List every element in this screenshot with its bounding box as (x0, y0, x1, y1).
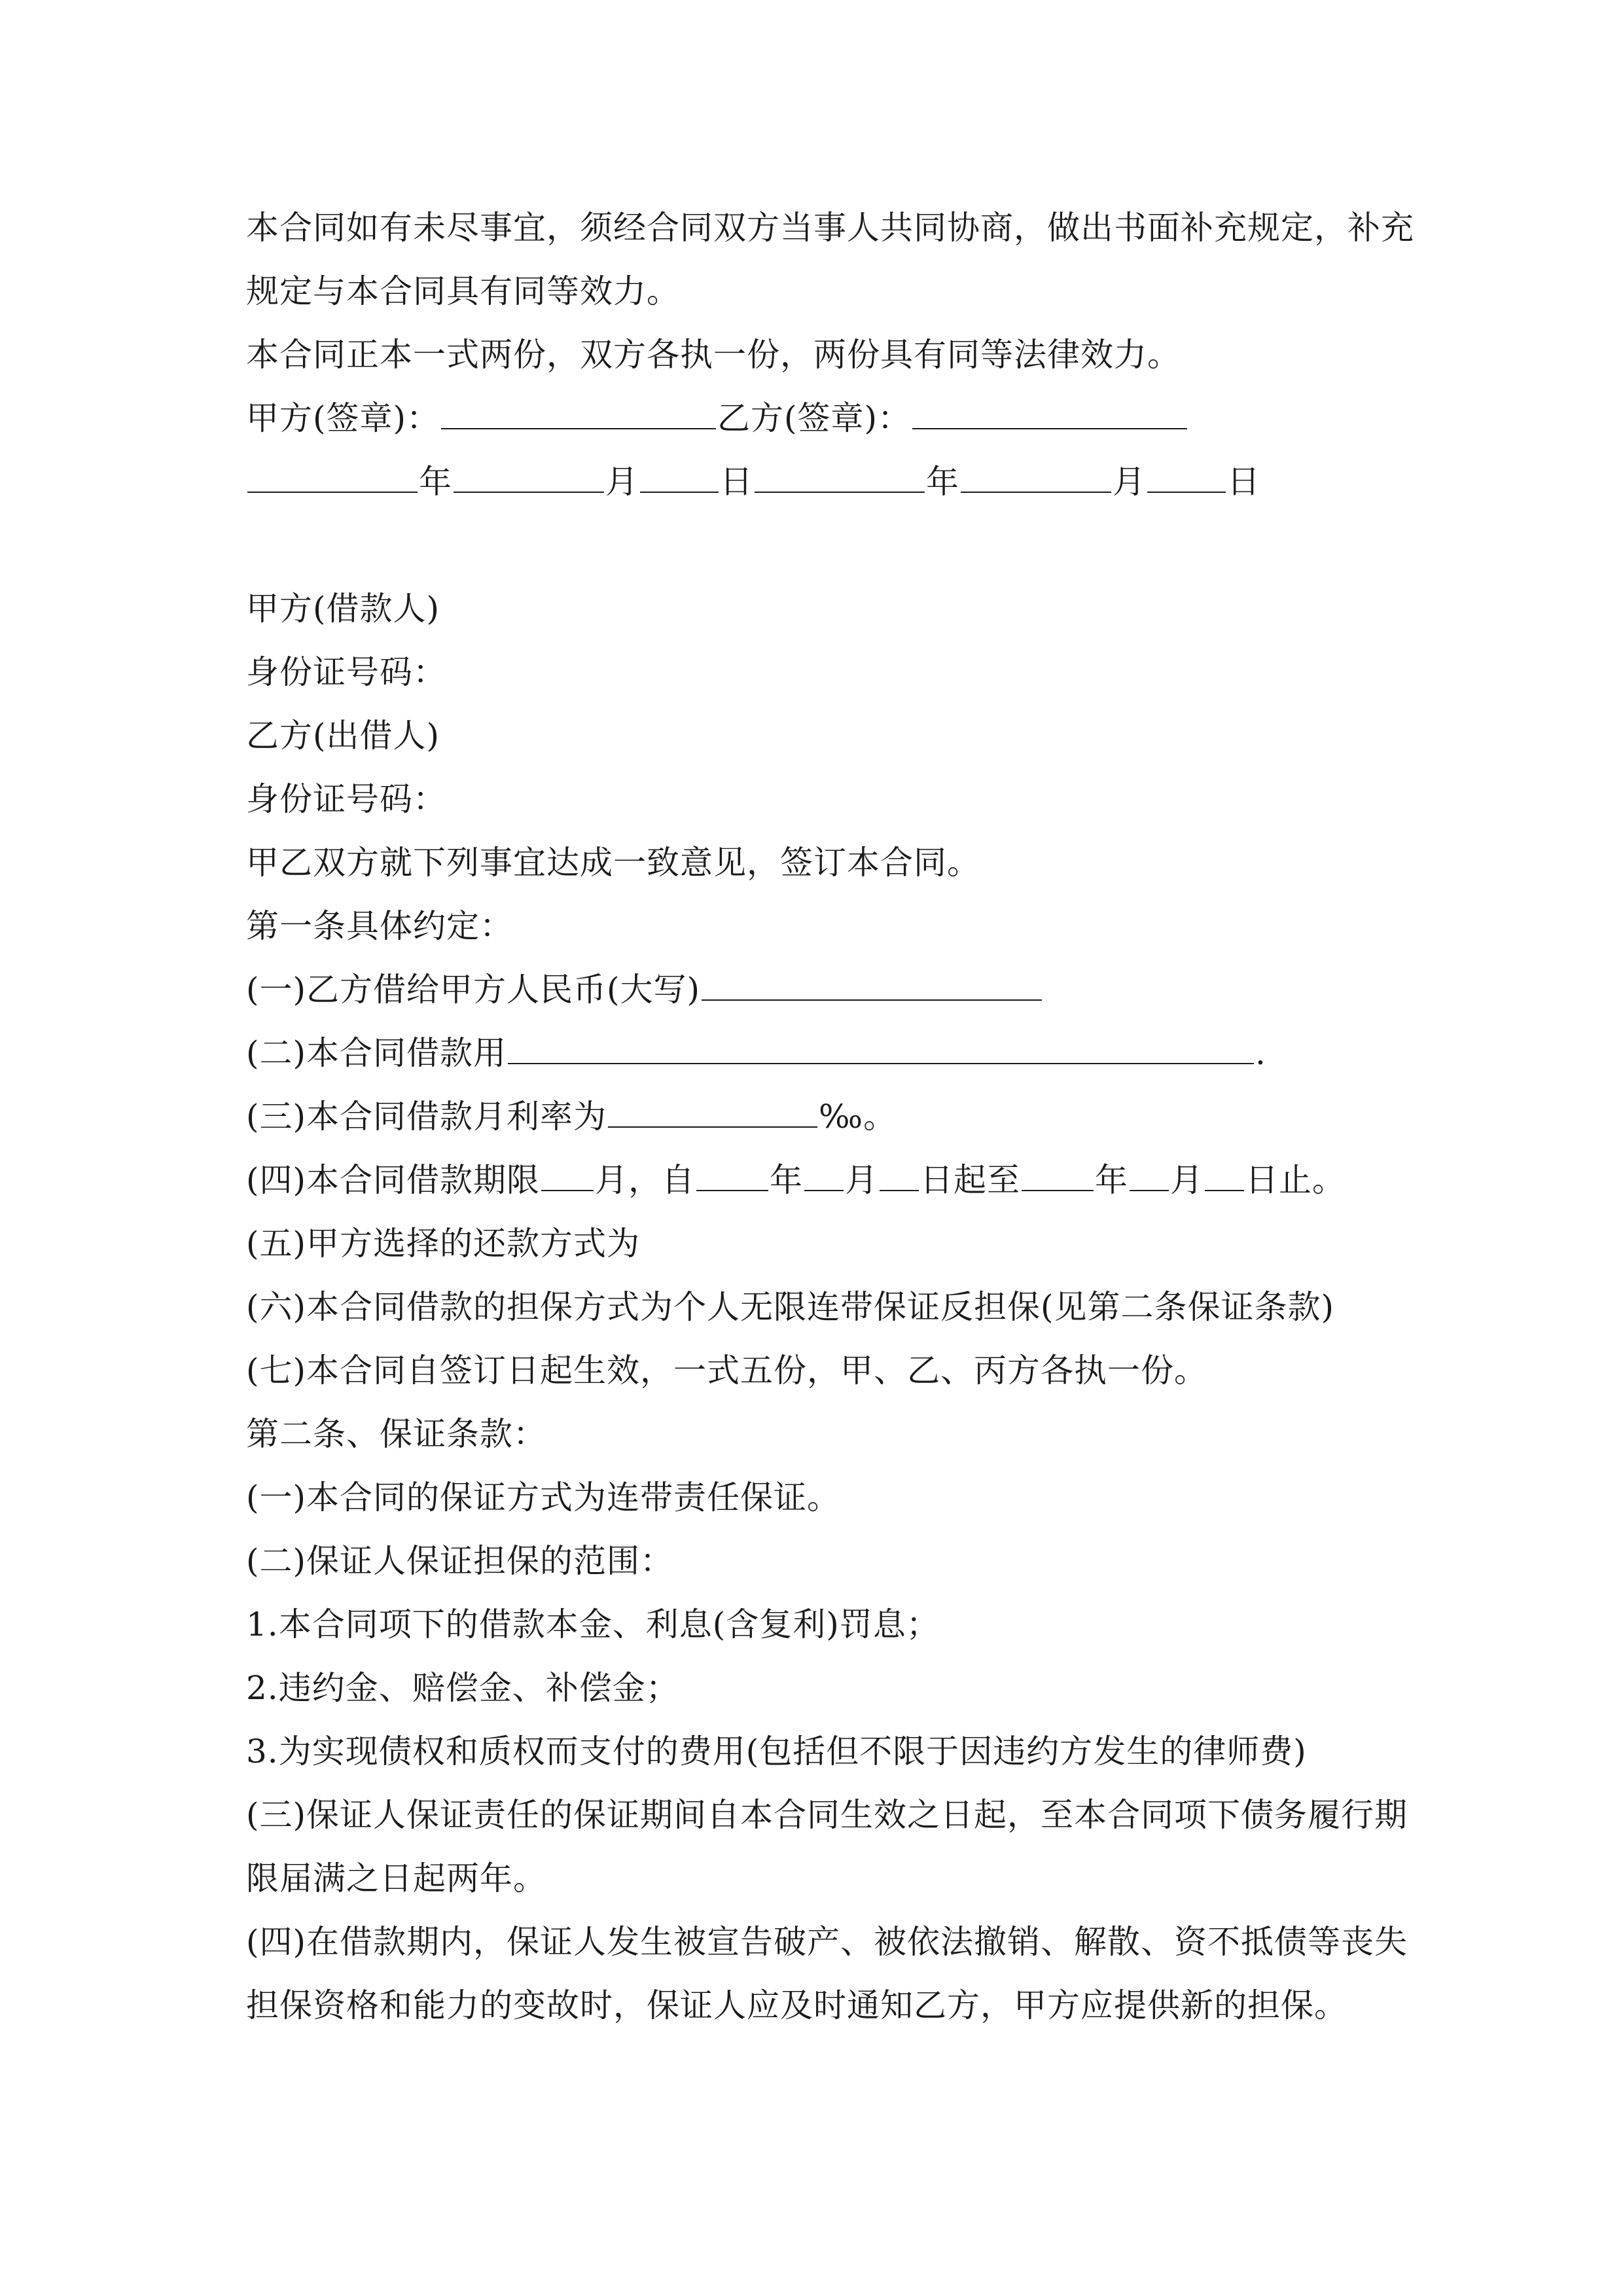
lender-id-label: 身份证号码： (246, 780, 446, 818)
article1-item1 (246, 958, 1043, 1022)
loan-amount-blank[interactable] (702, 963, 1042, 1001)
article2-item2: (二)保证人保证担保的范围： (246, 1542, 674, 1580)
loan-purpose-blank[interactable] (508, 1026, 1254, 1064)
paragraph-copies: 本合同正本一式两份，双方各执一份，两份具有同等法律效力。 (246, 336, 1181, 374)
year-label: 年 (419, 463, 452, 501)
start-day-label: 日起至 (920, 1161, 1021, 1199)
start-year-blank[interactable] (696, 1153, 768, 1191)
start-year-label: 年 (770, 1161, 804, 1199)
lender-label: 乙方(出借人) (246, 717, 440, 755)
party-b-day-blank[interactable] (1147, 455, 1226, 493)
article1-item5: (五)甲方选择的还款方式为 (246, 1225, 641, 1263)
article2-item3-line1: (三)保证人保证责任的保证期间自本合同生效之日起，至本合同项下债务履行期 (246, 1796, 1408, 1834)
article2-sub1: 1.本合同项下的借款本金、利息(含复利)罚息； (246, 1605, 940, 1643)
loan-term-months-blank[interactable] (541, 1153, 594, 1191)
agreement-statement: 甲乙双方就下列事宜达成一致意见，签订本合同。 (246, 844, 980, 882)
end-month-blank[interactable] (1130, 1153, 1169, 1191)
article1-item7: (七)本合同自签订日起生效，一式五份，甲、乙、丙方各执一份。 (246, 1352, 1208, 1390)
day-label: 日 (720, 463, 753, 501)
paragraph-supplement-line2: 规定与本合同具有同等效力。 (246, 272, 680, 310)
start-day-blank[interactable] (880, 1153, 919, 1191)
borrower-label: 甲方(借款人) (246, 590, 440, 628)
end-month-label: 月 (1170, 1161, 1204, 1199)
end-day-label: 日止。 (1245, 1161, 1346, 1199)
article1-item6: (六)本合同借款的担保方式为个人无限连带保证反担保(见第二条保证条款) (246, 1288, 1335, 1326)
day-label: 日 (1227, 463, 1260, 501)
loan-term-label: (四)本合同借款期限 (246, 1161, 541, 1199)
loan-purpose-label: (二)本合同借款用 (246, 1034, 507, 1072)
end-day-blank[interactable] (1205, 1153, 1244, 1191)
year-label: 年 (926, 463, 959, 501)
signature-date-line (246, 450, 1260, 514)
start-month-blank[interactable] (804, 1153, 844, 1191)
party-a-day-blank[interactable] (640, 455, 719, 493)
party-b-signature-blank[interactable] (912, 391, 1187, 429)
party-a-signature-label: 甲方(签章)： (246, 399, 440, 437)
article2-item4-line1: (四)在借款期内，保证人发生被宣告破产、被依法撤销、解散、资不抵债等丧失 (246, 1923, 1408, 1961)
party-b-signature-label: 乙方(签章)： (717, 399, 912, 437)
article1-item3 (246, 1085, 897, 1149)
interest-rate-blank[interactable] (608, 1090, 817, 1128)
party-a-month-blank[interactable] (454, 455, 604, 493)
loan-term-from-label: 月，自 (595, 1161, 696, 1199)
article2-sub2: 2.违约金、赔偿金、补偿金； (246, 1669, 679, 1707)
party-a-signature-blank[interactable] (441, 391, 716, 429)
article2-item3-line2: 限届满之日起两年。 (246, 1859, 546, 1897)
month-label: 月 (1113, 463, 1146, 501)
end-year-blank[interactable] (1022, 1153, 1094, 1191)
start-month-label: 月 (845, 1161, 879, 1199)
signature-line (246, 387, 1188, 450)
interest-rate-label: (三)本合同借款月利率为 (246, 1098, 607, 1136)
party-a-year-blank[interactable] (247, 455, 418, 493)
article2-item1: (一)本合同的保证方式为连带责任保证。 (246, 1479, 841, 1516)
loan-amount-label: (一)乙方借给甲方人民币(大写) (246, 971, 701, 1009)
paragraph-supplement-line1: 本合同如有未尽事宜，须经合同双方当事人共同协商，做出书面补充规定，补充 (246, 209, 1414, 247)
interest-rate-unit: ‰。 (819, 1098, 897, 1136)
article2-item4-line2: 担保资格和能力的变故时，保证人应及时通知乙方，甲方应提供新的担保。 (246, 1986, 1347, 2024)
article1-item2 (246, 1022, 1266, 1085)
end-year-label: 年 (1095, 1161, 1129, 1199)
party-b-year-blank[interactable] (755, 455, 925, 493)
article1-item4 (246, 1149, 1346, 1212)
article2-sub3: 3.为实现债权和质权而支付的费用(包括但不限于因违约方发生的律师费) (246, 1732, 1307, 1770)
borrower-id-label: 身份证号码： (246, 653, 446, 691)
party-b-month-blank[interactable] (961, 455, 1111, 493)
loan-purpose-end: . (1255, 1034, 1266, 1072)
month-label: 月 (605, 463, 639, 501)
article1-title: 第一条具体约定： (246, 907, 513, 945)
article2-title: 第二条、保证条款： (246, 1415, 546, 1453)
